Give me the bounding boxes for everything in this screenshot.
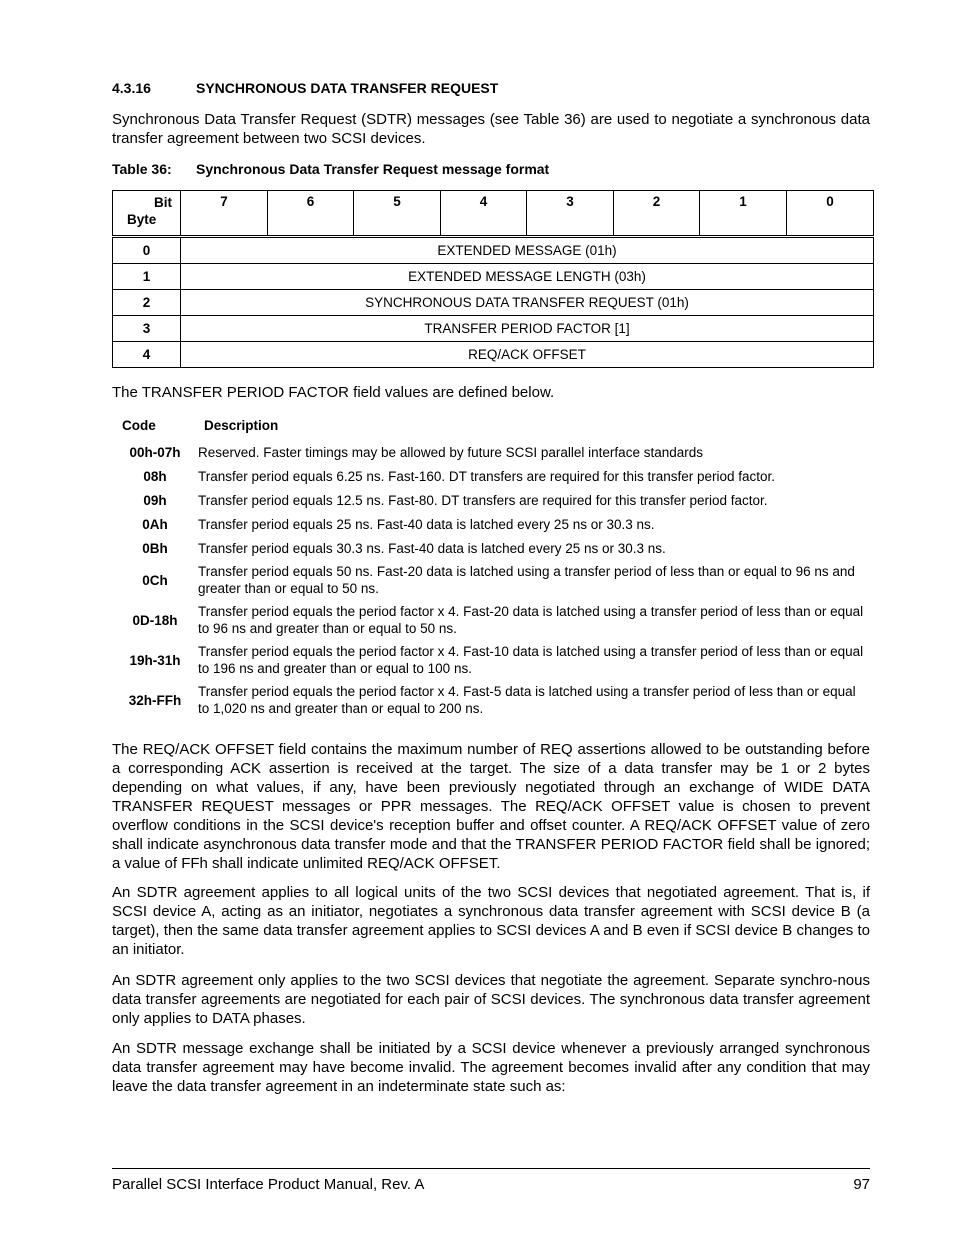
- code-value: 0Ah: [142, 516, 168, 532]
- byte-number: 0: [113, 237, 181, 264]
- code-description: Transfer period equals 12.5 ns. Fast-80. DT transfers are required for this transfer period factor.: [198, 492, 768, 508]
- table-label: Table 36:: [112, 161, 172, 177]
- code-description: Transfer period equals the period factor x 4. Fast-20 data is latched using a transfer period of less than or equal to 96 ns and greater than or equal to 50 ns.: [198, 604, 864, 636]
- bit-header: 3: [527, 191, 614, 237]
- code-column-header: Code: [122, 418, 156, 433]
- code-description: Transfer period equals the period factor x 4. Fast-5 data is latched using a transfer period of less than or equal to 1,020 ns and greater than or equal to 200 ns.: [198, 684, 856, 716]
- code-description: Transfer period equals the period factor x 4. Fast-10 data is latched using a transfer period of less than or equal to 196 ns and greater than or equal to 100 ns.: [198, 644, 864, 676]
- code-description-table: [114, 418, 870, 720]
- code-description: Transfer period equals 25 ns. Fast-40 data is latched every 25 ns or 30.3 ns.: [198, 516, 655, 532]
- code-value: 09h: [143, 492, 167, 508]
- code-row: [114, 464, 870, 488]
- table-row: [113, 342, 874, 368]
- message-format-table: [112, 190, 874, 368]
- field-content: SYNCHRONOUS DATA TRANSFER REQUEST (01h): [181, 290, 874, 316]
- bit-header: 5: [354, 191, 441, 237]
- field-content: EXTENDED MESSAGE LENGTH (03h): [181, 264, 874, 290]
- body-paragraph: The REQ/ACK OFFSET field contains the maximum number of REQ assertions allowed to be outstanding before a corresponding ACK assertion is received at the target. The size of a data transfer may be 1 or 2 bytes depending on what values, if any, have been previously negotiated through an exchange of WIDE DATA TRANSFER REQUEST messages or PPR messages. The REQ/ACK OFFSET value is chosen to prevent overflow conditions in the SCSI device's reception buffer and offset counter. A REQ/ACK OFFSET value of zero shall indicate asynchronous data transfer mode and that the TRANSFER PERIOD FACTOR field shall be ignored; a value of FFh shall indicate unlimited REQ/ACK OFFSET.: [112, 741, 870, 872]
- byte-number: 1: [113, 264, 181, 290]
- bit-header: 2: [614, 191, 700, 237]
- table-row: [113, 264, 874, 290]
- page-number: 97: [853, 1176, 870, 1193]
- field-content: TRANSFER PERIOD FACTOR [1]: [181, 316, 874, 342]
- section-number: 4.3.16: [112, 80, 151, 96]
- tpf-intro-paragraph: The TRANSFER PERIOD FACTOR field values are defined below.: [112, 384, 555, 401]
- code-row: [114, 640, 870, 680]
- byte-number: 3: [113, 316, 181, 342]
- footer-title: Parallel SCSI Interface Product Manual, Rev. A: [112, 1176, 425, 1193]
- byte-label: Byte: [127, 212, 157, 227]
- code-description: Transfer period equals 50 ns. Fast-20 data is latched using a transfer period of less than or equal to 96 ns and greater than or equal to 50 ns.: [198, 564, 855, 596]
- code-value: 0Bh: [142, 540, 168, 556]
- description-column-header: Description: [204, 418, 279, 433]
- bit-header: 0: [787, 191, 874, 237]
- body-paragraph: An SDTR message exchange shall be initiated by a SCSI device whenever a previously arranged synchronous data transfer agreement may have become invalid. The agreement becomes invalid after any condition that may leave the data transfer agreement in an indeterminate state such as:: [112, 1040, 870, 1095]
- code-value: 19h-31h: [129, 652, 181, 668]
- body-paragraph: An SDTR agreement only applies to the two SCSI devices that negotiate the agreement. Separate synchro-nous data transfer agreements are negotiated for each pair of SCSI devices. The synchronous data transfer agreement only applies to DATA phases.: [112, 972, 870, 1027]
- section-title: SYNCHRONOUS DATA TRANSFER REQUEST: [196, 80, 499, 96]
- table-row: [113, 316, 874, 342]
- code-value: 0D-18h: [132, 612, 178, 628]
- code-row: [114, 512, 870, 536]
- table-header-row: [113, 191, 874, 237]
- bit-byte-header: [113, 191, 181, 237]
- page-footer: [112, 1176, 870, 1193]
- code-value: 0Ch: [142, 572, 168, 588]
- code-value: 00h-07h: [129, 444, 181, 460]
- table-caption-text: Synchronous Data Transfer Request message format: [196, 161, 550, 177]
- bit-header: 1: [700, 191, 787, 237]
- field-content: EXTENDED MESSAGE (01h): [181, 237, 874, 264]
- code-row: [114, 440, 870, 464]
- code-value: 08h: [143, 468, 167, 484]
- table-caption: [112, 161, 549, 177]
- code-description: Transfer period equals 6.25 ns. Fast-160. DT transfers are required for this transfer period factor.: [198, 468, 776, 484]
- bit-header: 7: [181, 191, 268, 237]
- code-row: [114, 560, 870, 600]
- bit-header: 4: [441, 191, 527, 237]
- code-table-header: [114, 418, 870, 440]
- code-row: [114, 600, 870, 640]
- table-row: [113, 290, 874, 316]
- table-row: [113, 237, 874, 264]
- code-description: Reserved. Faster timings may be allowed by future SCSI parallel interface standards: [198, 444, 703, 460]
- body-paragraph: An SDTR agreement applies to all logical units of the two SCSI devices that negotiated agreement. That is, if SCSI device A, acting as an initiator, negotiates a synchronous data transfer agreement with SCSI device B (a target), then the same data transfer agreement applies to SCSI devices A and B even if SCSI device B changes to an initiator.: [112, 884, 870, 958]
- intro-paragraph: Synchronous Data Transfer Request (SDTR) messages (see Table 36) are used to negotiate a synchronous data transfer agreement between two SCSI devices.: [112, 111, 870, 147]
- field-content: REQ/ACK OFFSET: [181, 342, 874, 368]
- code-row: [114, 488, 870, 512]
- section-heading: [112, 80, 498, 96]
- bit-header: 6: [268, 191, 354, 237]
- code-row: [114, 536, 870, 560]
- code-value: 32h-FFh: [128, 692, 182, 708]
- code-row: [114, 680, 870, 720]
- byte-number: 2: [113, 290, 181, 316]
- code-description: Transfer period equals 30.3 ns. Fast-40 data is latched every 25 ns or 30.3 ns.: [198, 540, 666, 556]
- footer-divider: [112, 1168, 870, 1169]
- byte-number: 4: [113, 342, 181, 368]
- bit-label: Bit: [154, 195, 172, 210]
